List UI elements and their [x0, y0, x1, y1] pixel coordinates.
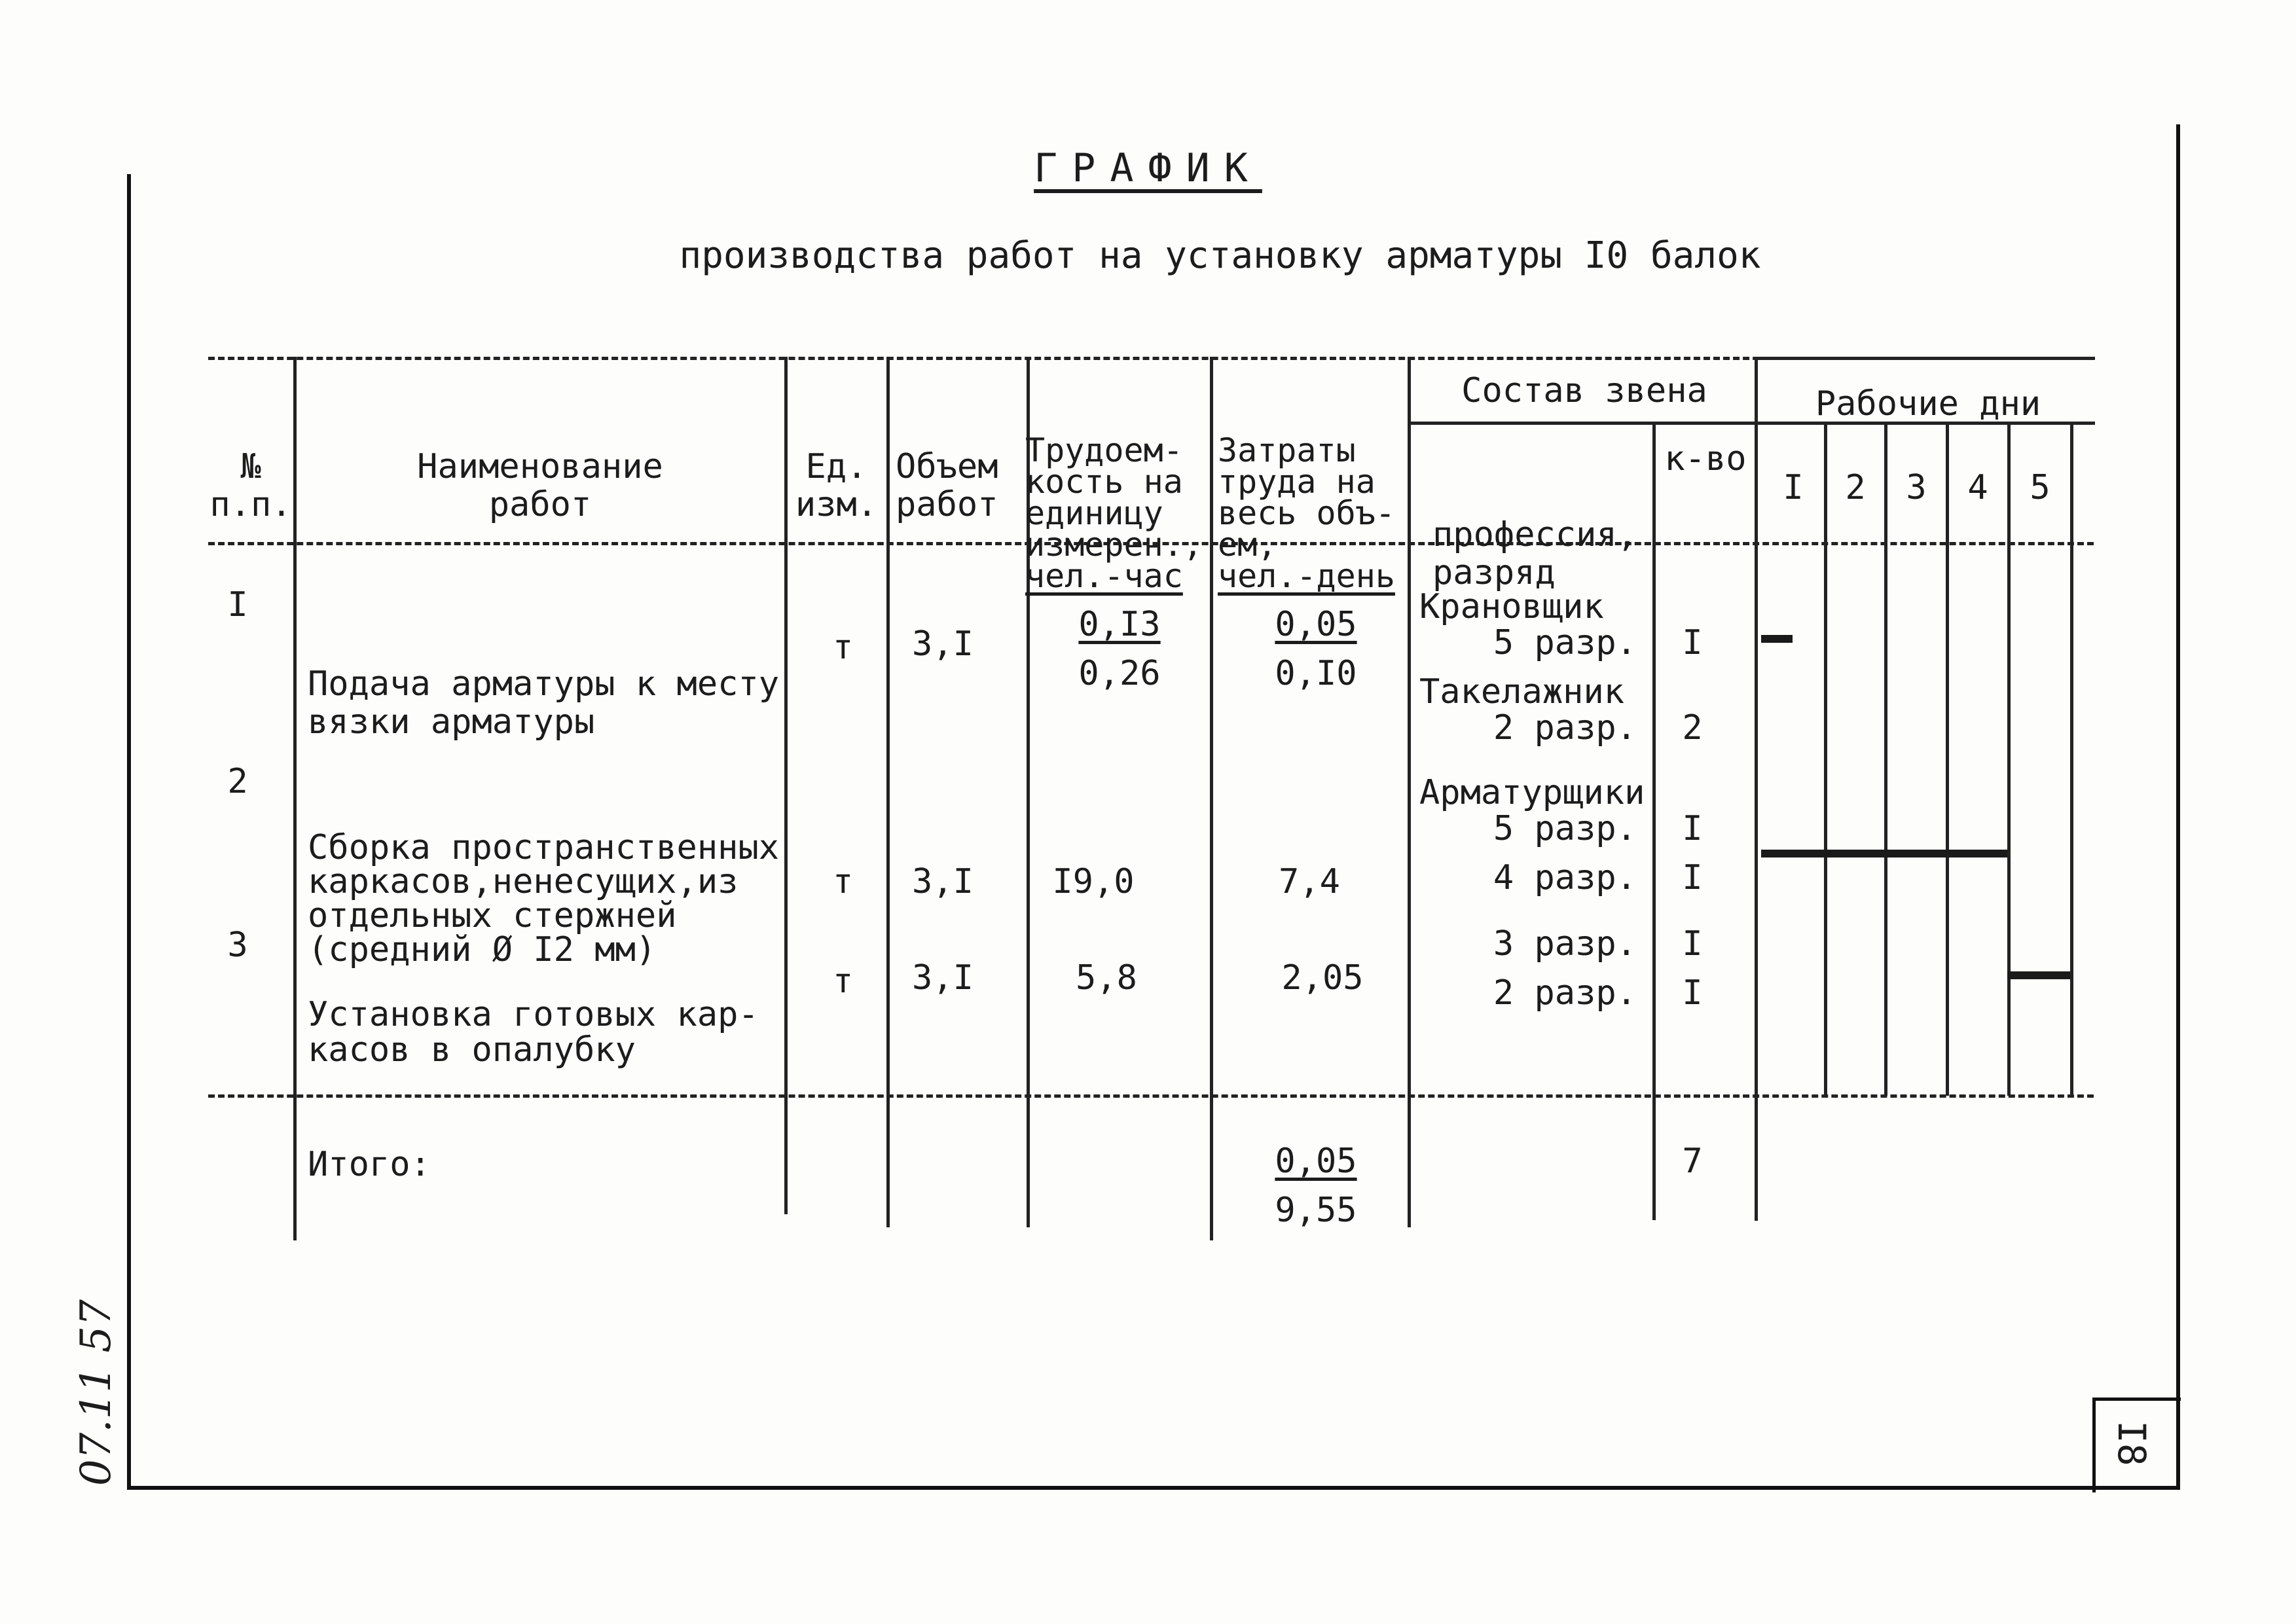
row1-labor-total-bottom: 0,I0 [1275, 654, 1357, 693]
header-day-2: 2 [1845, 468, 1866, 507]
header-count: к-во [1664, 439, 1747, 478]
gantt-bar-row1 [1761, 635, 1793, 643]
gantt-bar-row3 [2007, 971, 2070, 979]
row1-num: I [227, 585, 248, 624]
header-day-1: I [1783, 468, 1804, 507]
row1-labor-unit-bottom: 0,26 [1078, 654, 1161, 693]
row1-crew2-count: 2 [1682, 708, 1703, 748]
row2-labor-total: 7,4 [1279, 862, 1340, 901]
document-subtitle: производства работ на установку арматуры I0 балок [679, 234, 1761, 277]
row3-unit: т [832, 962, 854, 1001]
header-labor-unit: Трудоем- кость на единицу измерен., чел.-час [1025, 431, 1203, 595]
header-unit: Ед. изм. [795, 447, 878, 524]
frame-right-border [2176, 124, 2180, 1490]
row2-labor-unit: I9,0 [1052, 862, 1135, 901]
row1-crew1-grade: 5 разр. [1493, 623, 1637, 662]
row1-name: Подача арматуры к месту вязки арматуры [308, 664, 780, 742]
col-sep-name [784, 357, 788, 1214]
row1-volume: 3,I [912, 624, 974, 664]
col-sep-day3 [1946, 422, 1949, 1096]
total-label: Итого: [308, 1145, 431, 1184]
col-sep-profession [1652, 422, 1656, 1220]
row1-unit: т [832, 628, 854, 667]
workdays-top-rule [1755, 357, 2095, 360]
header-profession: профессия, разряд [1432, 515, 1638, 592]
row3-labor-unit: 5,8 [1076, 958, 1137, 998]
header-labor-total: Затраты труда на весь объ- ем, чел.-день [1218, 431, 1395, 595]
header-crew: Состав звена [1461, 371, 1707, 410]
col-sep-labor-total [1408, 357, 1411, 1227]
row2-unit: т [832, 862, 854, 901]
row1-labor-total-top: 0,05 [1275, 605, 1357, 644]
frame-left-border [127, 174, 131, 1490]
side-note: 07.11 57 [72, 1299, 120, 1486]
row2-crew2-grade: 4 разр. [1493, 858, 1637, 897]
total-labor-bottom: 9,55 [1275, 1191, 1357, 1230]
col-sep-num [293, 357, 297, 1240]
document-title: ГРАФИК [1034, 145, 1262, 191]
row2-num: 2 [227, 762, 248, 801]
row2-volume: 3,I [912, 862, 974, 901]
row2-name: Сборка пространственных каркасов,ненесущих,из отдельных стержней (средний Ø I2 мм) [308, 828, 780, 969]
row3-crew1-grade: 3 разр. [1493, 924, 1637, 964]
total-labor-top: 0,05 [1275, 1142, 1357, 1181]
row1-crew2-profession: Такелажник [1419, 672, 1625, 712]
total-count: 7 [1682, 1142, 1703, 1181]
header-name: Наименование работ [417, 447, 663, 524]
col-sep-day1 [1824, 422, 1827, 1096]
row3-labor-total: 2,05 [1281, 958, 1364, 998]
header-volume: Объем работ [896, 447, 998, 524]
row1-crew1-profession: Крановщик [1419, 587, 1604, 626]
col-sep-day5 [2070, 422, 2073, 1096]
col-sep-day2 [1884, 422, 1887, 1096]
gantt-bar-row2 [1761, 850, 2007, 857]
row1-labor-unit-top: 0,I3 [1078, 605, 1161, 644]
row2-crew1-count: I [1682, 809, 1703, 848]
row3-name: Установка готовых кар- касов в опалубку [308, 995, 759, 1070]
row1-crew1-count: I [1682, 623, 1703, 662]
row2-crew2-count: I [1682, 858, 1703, 897]
row1-crew2-grade: 2 разр. [1493, 708, 1637, 748]
col-sep-count [1755, 357, 1758, 1221]
header-day-4: 4 [1967, 468, 1988, 507]
header-workdays: Рабочие дни [1815, 384, 2041, 424]
row3-crew2-grade: 2 разр. [1493, 973, 1637, 1013]
col-sep-unit [886, 357, 890, 1227]
row3-num: 3 [227, 926, 248, 965]
row2-crew1-grade: 5 разр. [1493, 809, 1637, 848]
row2-crew1-profession: Арматурщики [1419, 773, 1645, 812]
row3-volume: 3,I [912, 958, 974, 998]
col-sep-day4 [2007, 422, 2011, 1096]
page-number: I8 [2109, 1420, 2154, 1466]
header-num: № п.п. [210, 447, 292, 524]
frame-bottom-border [127, 1486, 2180, 1490]
row3-crew1-count: I [1682, 924, 1703, 964]
header-day-5: 5 [2030, 468, 2050, 507]
row3-crew2-count: I [1682, 973, 1703, 1013]
header-day-3: 3 [1906, 468, 1927, 507]
col-sep-labor-unit [1210, 357, 1213, 1240]
